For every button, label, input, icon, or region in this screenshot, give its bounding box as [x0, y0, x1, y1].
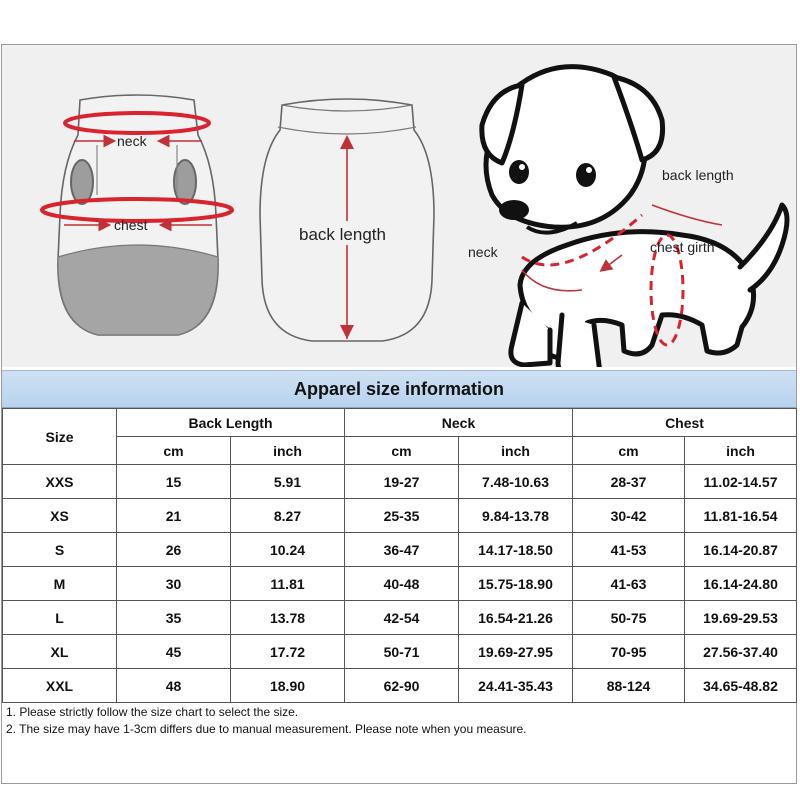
table-row — [3, 465, 797, 499]
table-cell: 50-71 — [345, 635, 459, 669]
measurement-diagram — [2, 45, 796, 367]
table-cell: 88-124 — [573, 669, 685, 703]
table-cell: 5.91 — [231, 465, 345, 499]
chest-header: Chest — [573, 409, 797, 437]
size-table — [2, 408, 797, 703]
table-cell: 28-37 — [573, 465, 685, 499]
table-row — [3, 567, 797, 601]
table-cell: 70-95 — [573, 635, 685, 669]
table-cell: 13.78 — [231, 601, 345, 635]
table-cell: 11.81-16.54 — [685, 499, 797, 533]
size-cell: XXL — [3, 669, 117, 703]
table-cell: 16.14-20.87 — [685, 533, 797, 567]
dog-drawing — [482, 67, 787, 367]
vest-front-neck-label: neck — [117, 133, 147, 149]
table-cell: 40-48 — [345, 567, 459, 601]
table-cell: 15.75-18.90 — [459, 567, 573, 601]
table-cell: 27.56-37.40 — [685, 635, 797, 669]
table-cell: 21 — [117, 499, 231, 533]
table-cell: 41-53 — [573, 533, 685, 567]
table-cell: 18.90 — [231, 669, 345, 703]
unit-header: inch — [231, 437, 345, 465]
measurement-illustration — [2, 45, 796, 367]
table-cell: 30-42 — [573, 499, 685, 533]
vest-back-length-label: back length — [299, 225, 386, 244]
size-cell: XL — [3, 635, 117, 669]
table-cell: 42-54 — [345, 601, 459, 635]
table-cell: 41-63 — [573, 567, 685, 601]
table-cell: 16.54-21.26 — [459, 601, 573, 635]
table-cell: 7.48-10.63 — [459, 465, 573, 499]
unit-header: cm — [573, 437, 685, 465]
table-row — [3, 533, 797, 567]
table-cell: 15 — [117, 465, 231, 499]
vest-front-drawing — [42, 95, 232, 335]
table-cell: 10.24 — [231, 533, 345, 567]
size-column-header: Size — [3, 409, 117, 465]
size-cell: S — [3, 533, 117, 567]
size-cell: XS — [3, 499, 117, 533]
table-cell: 45 — [117, 635, 231, 669]
unit-header: inch — [459, 437, 573, 465]
table-cell: 30 — [117, 567, 231, 601]
unit-header: cm — [345, 437, 459, 465]
vest-back-drawing — [260, 99, 434, 341]
table-cell: 19.69-29.53 — [685, 601, 797, 635]
note-line: 2. The size may have 1-3cm differs due to manual measurement. Please note when you measure. — [6, 722, 527, 736]
dog-back-length-label: back length — [662, 167, 734, 183]
table-cell: 11.81 — [231, 567, 345, 601]
unit-header: cm — [117, 437, 231, 465]
size-notes — [6, 704, 527, 738]
table-row — [3, 499, 797, 533]
table-cell: 62-90 — [345, 669, 459, 703]
note-line: 1. Please strictly follow the size chart to select the size. — [6, 705, 299, 719]
table-cell: 19.69-27.95 — [459, 635, 573, 669]
table-row — [3, 601, 797, 635]
table-cell: 19-27 — [345, 465, 459, 499]
vest-front-chest-label: chest — [114, 217, 148, 233]
table-cell: 48 — [117, 669, 231, 703]
table-row — [3, 669, 797, 703]
table-cell: 14.17-18.50 — [459, 533, 573, 567]
back-length-header: Back Length — [117, 409, 345, 437]
table-cell: 36-47 — [345, 533, 459, 567]
table-cell: 26 — [117, 533, 231, 567]
table-cell: 17.72 — [231, 635, 345, 669]
size-cell: M — [3, 567, 117, 601]
unit-header: inch — [685, 437, 797, 465]
dog-chest-girth-label: chest girth — [650, 239, 715, 255]
table-cell: 8.27 — [231, 499, 345, 533]
table-cell: 35 — [117, 601, 231, 635]
table-cell: 24.41-35.43 — [459, 669, 573, 703]
table-cell: 50-75 — [573, 601, 685, 635]
size-cell: XXS — [3, 465, 117, 499]
table-cell: 9.84-13.78 — [459, 499, 573, 533]
table-cell: 11.02-14.57 — [685, 465, 797, 499]
table-cell: 25-35 — [345, 499, 459, 533]
banner-title: Apparel size information — [293, 378, 505, 399]
dog-neck-label: neck — [468, 244, 498, 260]
neck-header: Neck — [345, 409, 573, 437]
table-row — [3, 635, 797, 669]
table-cell: 34.65-48.82 — [685, 669, 797, 703]
size-cell: L — [3, 601, 117, 635]
table-cell: 16.14-24.80 — [685, 567, 797, 601]
size-info-banner — [2, 370, 796, 408]
